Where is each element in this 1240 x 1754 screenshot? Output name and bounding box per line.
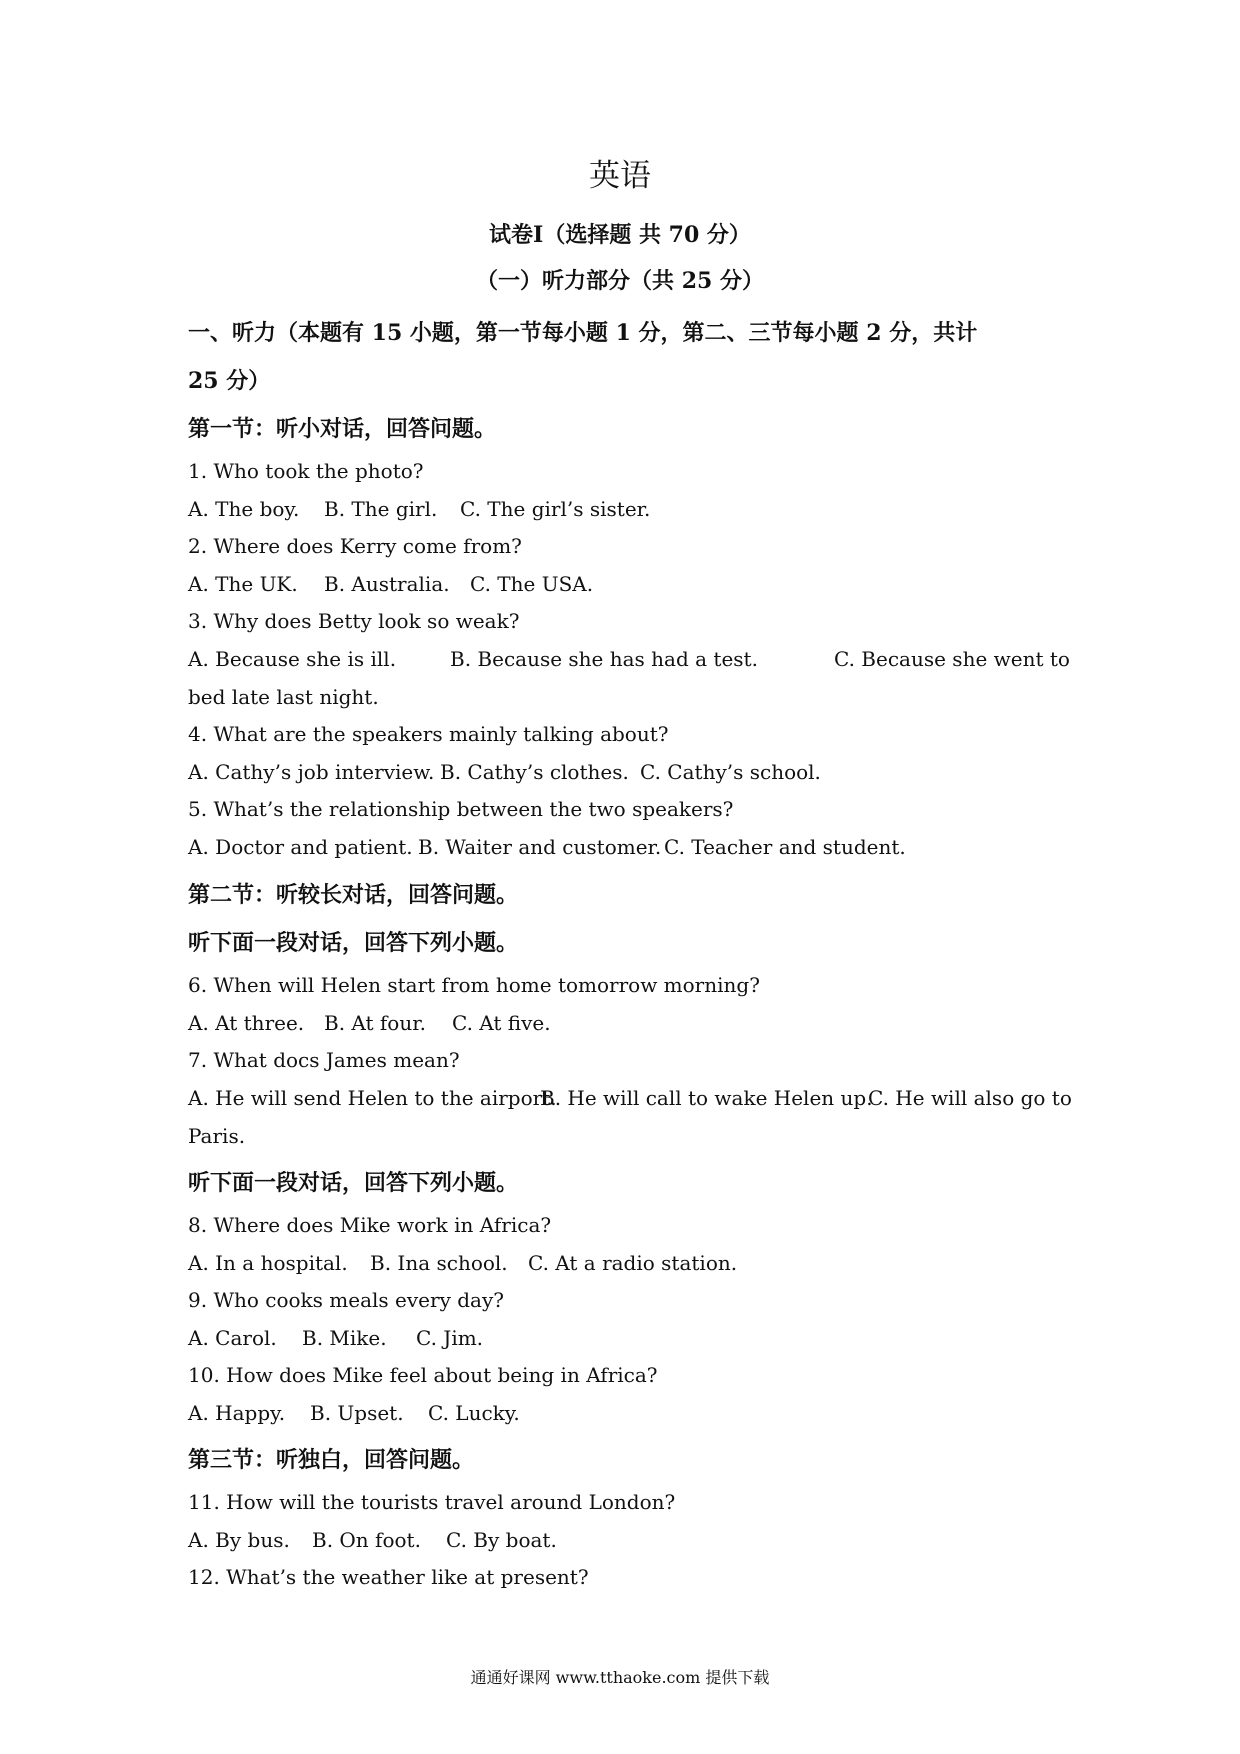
- question-6-options: [188, 1011, 551, 1035]
- question-7-continuation: Paris.: [188, 1124, 246, 1148]
- option-c: C. At a radio station.: [528, 1251, 738, 1275]
- option-b: B. Cathy’s clothes.: [440, 760, 629, 784]
- question-9-options: [188, 1326, 483, 1350]
- option-a: A. In a hospital.: [188, 1251, 348, 1275]
- paper-subtitle: 试卷Ⅰ（选择题 共 70 分）: [489, 222, 751, 248]
- question-11-options: [188, 1528, 557, 1552]
- option-a: A. By bus.: [188, 1528, 290, 1552]
- dialogue-heading: 听下面一段对话，回答下列小题。: [188, 930, 519, 956]
- question-4: 4. What are the speakers mainly talking about?: [188, 722, 669, 746]
- option-c: C. Because she went to: [834, 647, 1070, 671]
- question-11: 11. How will the tourists travel around London?: [188, 1490, 676, 1514]
- question-10: 10. How does Mike feel about being in Africa?: [188, 1363, 658, 1387]
- option-b: B. Mike.: [302, 1326, 387, 1350]
- option-b: B. The girl.: [324, 497, 438, 521]
- option-b: B. Australia.: [324, 572, 450, 596]
- question-3: 3. Why does Betty look so weak?: [188, 609, 520, 633]
- option-a: A. Carol.: [188, 1326, 277, 1350]
- option-c: C. He will also go to: [868, 1086, 1072, 1110]
- listening-section-heading: （一）听力部分（共 25 分）: [476, 268, 764, 294]
- option-b: B. Because she has had a test.: [450, 647, 758, 671]
- dialogue-heading: 听下面一段对话，回答下列小题。: [188, 1170, 519, 1196]
- option-a: A. At three.: [188, 1011, 305, 1035]
- part-heading-line2: 25 分）: [188, 368, 271, 394]
- question-8-options: [188, 1251, 737, 1275]
- option-a: A. The UK.: [188, 572, 298, 596]
- question-8: 8. Where does Mike work in Africa?: [188, 1213, 552, 1237]
- option-c: C. At five.: [452, 1011, 551, 1035]
- option-a: A. The boy.: [188, 497, 300, 521]
- section2-heading: 第二节：听较长对话，回答问题。: [188, 882, 519, 908]
- question-10-options: [188, 1401, 520, 1425]
- option-c: C. The USA.: [470, 572, 594, 596]
- option-a: A. Happy.: [188, 1401, 286, 1425]
- page-title: 英语: [589, 158, 651, 194]
- section3-heading: 第三节：听独白，回答问题。: [188, 1447, 475, 1473]
- option-b: B. Ina school.: [370, 1251, 508, 1275]
- section1-heading: 第一节：听小对话，回答问题。: [188, 416, 497, 442]
- question-3-continuation: bed late last night.: [188, 685, 379, 709]
- option-b: B. Upset.: [310, 1401, 404, 1425]
- part-heading-line1: 一、听力（本题有 15 小题，第一节每小题 1 分，第二、三节每小题 2 分，共计: [188, 320, 978, 346]
- option-b: B. He will call to wake Helen up.: [540, 1086, 873, 1110]
- question-7: 7. What docs James mean?: [188, 1048, 460, 1072]
- option-a: A. Because she is ill.: [188, 647, 397, 671]
- question-5-options: [188, 835, 906, 859]
- question-5: 5. What’s the relationship between the two speakers?: [188, 797, 734, 821]
- question-6: 6. When will Helen start from home tomorrow morning?: [188, 973, 760, 997]
- option-c: C. Jim.: [416, 1326, 484, 1350]
- option-a: A. Cathy’s job interview.: [188, 760, 435, 784]
- option-c: C. Cathy’s school.: [640, 760, 821, 784]
- question-1: 1. Who took the photo?: [188, 459, 424, 483]
- question-12: 12. What’s the weather like at present?: [188, 1565, 589, 1589]
- option-b: B. On foot.: [312, 1528, 421, 1552]
- question-4-options: [188, 760, 821, 784]
- question-2: 2. Where does Kerry come from?: [188, 534, 522, 558]
- question-2-options: [188, 572, 593, 596]
- option-b: B. Waiter and customer.: [418, 835, 662, 859]
- option-c: C. By boat.: [446, 1528, 557, 1552]
- option-c: C. Lucky.: [428, 1401, 520, 1425]
- question-9: 9. Who cooks meals every day?: [188, 1288, 504, 1312]
- question-1-options: [188, 497, 650, 521]
- question-3-options: [188, 647, 1070, 671]
- footer-source: 通通好课网 www.tthaoke.com 提供下载: [470, 1668, 770, 1687]
- option-c: C. Teacher and student.: [664, 835, 906, 859]
- question-7-options: [188, 1086, 1072, 1110]
- option-a: A. Doctor and patient.: [188, 835, 413, 859]
- option-b: B. At four.: [324, 1011, 426, 1035]
- option-c: C. The girl’s sister.: [460, 497, 651, 521]
- option-a: A. He will send Helen to the airport.: [188, 1086, 557, 1110]
